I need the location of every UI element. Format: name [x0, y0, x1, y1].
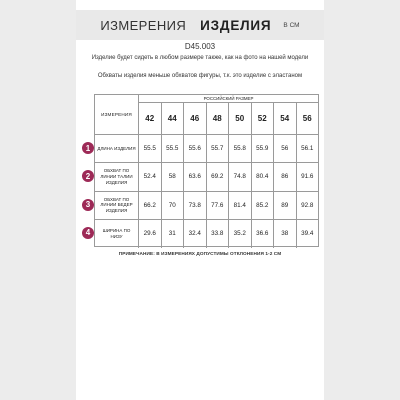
row-number-marker: 1: [82, 142, 94, 154]
row-label: ШИРИНА ПО НИЗУ: [95, 220, 139, 248]
table-cell: 55.8: [229, 135, 252, 162]
table-cell: 89: [274, 192, 297, 219]
table-cell: 77.6: [207, 192, 230, 219]
row-label: ОБХВАТ ПО ЛИНИИ БЕДЕР ИЗДЕЛИЯ: [95, 192, 139, 219]
size-header-cell: 52: [252, 103, 275, 134]
table-cell: 80.4: [252, 163, 275, 190]
row-number-marker: 4: [82, 227, 94, 239]
table-cell: 92.8: [301, 201, 314, 209]
elastane-note: Обхваты изделия меньше обхватов фигуры, т.к. это изделие с эластаном: [97, 73, 303, 79]
table-row: [95, 220, 318, 248]
size-chart-page: [76, 0, 324, 400]
table-cell: 55.5: [162, 135, 185, 162]
table-cell: 33.8: [207, 220, 230, 248]
table-cell: 81.4: [229, 192, 252, 219]
size-header-cell: 50: [229, 103, 252, 134]
table-cell: 73.8: [184, 192, 207, 219]
size-header-cell: 42: [139, 103, 162, 134]
table-cell: 55.7: [207, 135, 230, 162]
table-cell: 55.5: [139, 135, 162, 162]
table-cell: 69.2: [207, 163, 230, 190]
table-cell: 35.2: [229, 220, 252, 248]
table-cell: 85.2: [252, 192, 275, 219]
row-label: ОБХВАТ ПО ЛИНИИ ТАЛИИ ИЗДЕЛИЯ: [95, 163, 139, 190]
sizes-row: [139, 103, 318, 135]
table-cell: 86: [274, 163, 297, 190]
title-unit: В СМ: [283, 21, 300, 29]
tolerance-note: ПРИМЕЧАНИЕ: В ИЗМЕРЕНИЯХ ДОПУСТИМЫ ОТКЛОНЕНИЯ 1-2 СМ: [118, 251, 282, 256]
row-number-marker: 3: [82, 199, 94, 211]
table-cell: 58: [162, 163, 185, 190]
table-cell: 74.8: [229, 163, 252, 190]
table-cell: 38: [274, 220, 297, 248]
table-cell: 63.6: [184, 163, 207, 190]
size-group-header: РОССИЙСКИЙ РАЗМЕР: [139, 95, 318, 103]
size-header-cell: 48: [207, 103, 230, 134]
table-cell: 66.2: [139, 192, 162, 219]
table-row: [95, 192, 318, 220]
table-cell: 56.1: [301, 145, 314, 153]
size-table: [94, 94, 319, 247]
product-code: D45.003: [184, 42, 216, 51]
table-cell: 91.6: [301, 173, 314, 181]
row-number-marker: 2: [82, 170, 94, 182]
table-row: [95, 135, 318, 163]
header-band: [76, 10, 324, 40]
table-cell: 36.6: [252, 220, 275, 248]
table-cell: 55.9: [252, 135, 275, 162]
table-cell: 56: [274, 135, 297, 162]
fit-note: Изделие будет сидеть в любом размере также, как на фото на нашей модели: [91, 55, 309, 61]
title-measurements: ИЗМЕРЕНИЯ: [100, 17, 187, 33]
table-cell: 39.4: [301, 230, 314, 238]
measurements-header: ИЗМЕРЕНИЯ: [95, 95, 139, 135]
table-row: [95, 163, 318, 191]
size-header-cell: 54: [274, 103, 297, 134]
row-label: ДЛИНА ИЗДЕЛИЯ: [95, 135, 139, 162]
size-header-cell: 44: [162, 103, 185, 134]
title-product: ИЗДЕЛИЯ: [200, 17, 272, 33]
table-cell: 29.6: [139, 220, 162, 248]
table-cell: 55.6: [184, 135, 207, 162]
size-header-cell: 56: [302, 114, 312, 123]
table-cell: 70: [162, 192, 185, 219]
size-header-cell: 46: [184, 103, 207, 134]
table-cell: 31: [162, 220, 185, 248]
table-cell: 32.4: [184, 220, 207, 248]
table-cell: 52.4: [139, 163, 162, 190]
